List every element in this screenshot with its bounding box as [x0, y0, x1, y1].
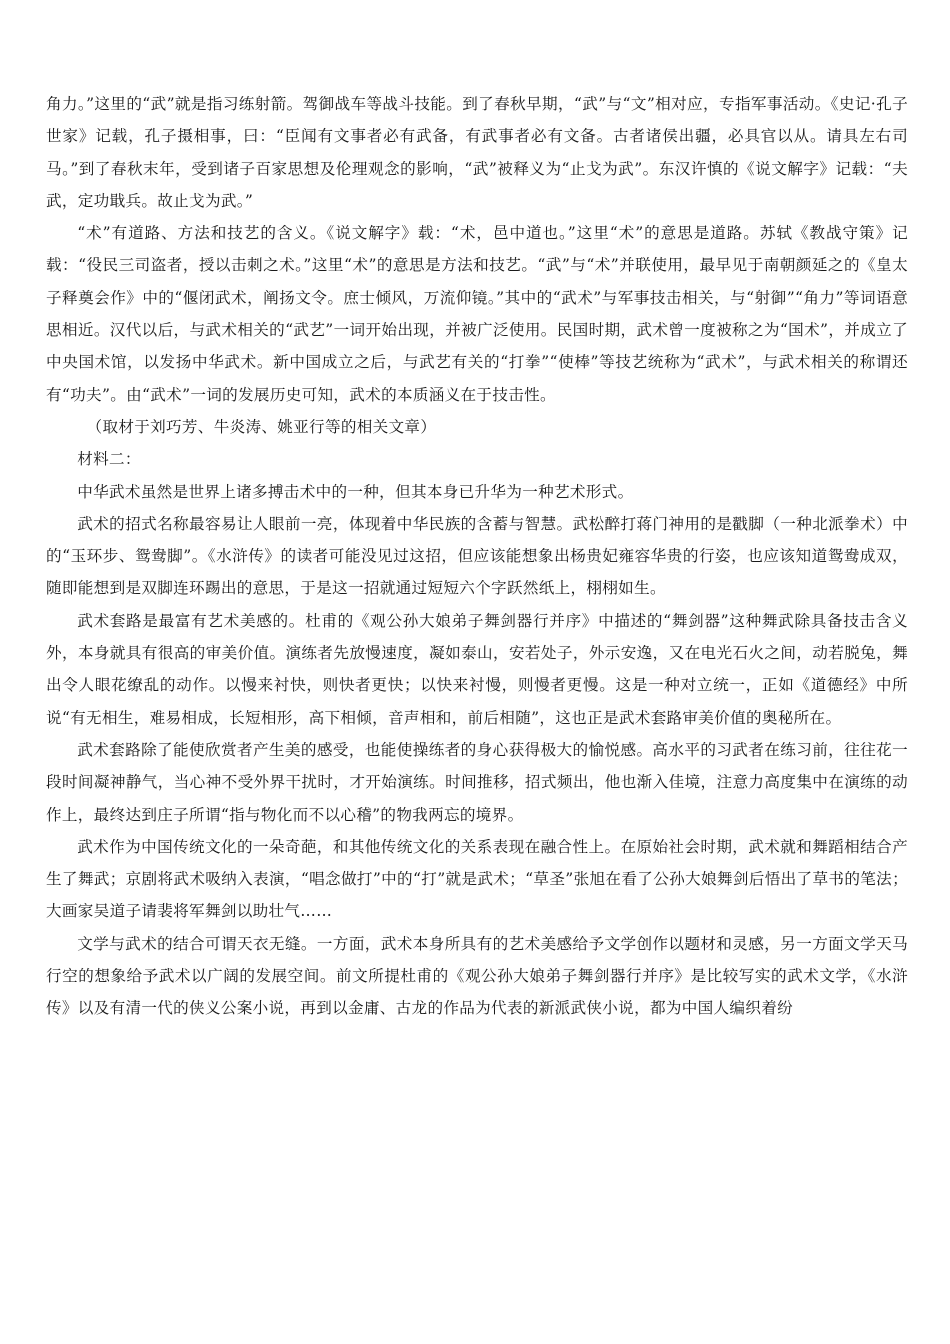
material-two-heading: 材料二：: [77, 450, 141, 469]
paragraph-routine-beauty: 武术套路是最富有艺术美感的。杜甫的《观公孙大娘弟子舞剑器行并序》中描述的“舞剑器”这种舞武除具备技击含义外，本身就具有很高的审美价值。演练者先放慢速度，凝如泰山，安若处子，外示安逸，又在电光石火之间，动若脱兔，舞出令人眼花缭乱的动作。以慢来衬快，则快者更快；以快来衬慢，则慢者更慢。这是一种对立统一，正如《道德经》中所说“有无相生，难易相成，长短相形，高下相倾，音声相和，前后相随”，这也正是武术套路审美价值的奥秘所在。: [46, 611, 908, 727]
paragraph-culture-fusion: 武术作为中国传统文化的一朵奇葩，和其他传统文化的关系表现在融合性上。在原始社会时期，武术就和舞蹈相结合产生了舞武；京剧将武术吸纳入表演，“唱念做打”中的“打”就是武术；“草圣”张旭在看了公孙大娘舞剑后悟出了草书的笔法；大画家吴道子请裴将军舞剑以助壮气……: [46, 837, 908, 921]
document-page: [46, 88, 908, 1025]
paragraph-martial-art-form: 中华武术虽然是世界上诸多搏击术中的一种，但其本身已升华为一种艺术形式。: [77, 482, 634, 501]
paragraph-move-names: 武术的招式名称最容易让人眼前一亮，体现着中华民族的含蓄与智慧。武松醉打蒋门神用的是戳脚（一种北派拳术）中的“玉环步、鸳鸯脚”。《水浒传》的读者可能没见过这招，但应该能想象出杨贵妃雍容华贵的行姿，也应该知道鸳鸯成双，随即能想到是双脚连环踢出的意思，于是这一招就通过短短六个字跃然纸上，栩栩如生。: [46, 514, 908, 598]
source-citation: （取材于刘巧芳、牛炎涛、姚亚行等的相关文章）: [86, 417, 437, 436]
paragraph-shu-meaning: “术”有道路、方法和技艺的含义。《说文解字》载：“术，邑中道也。”这里“术”的意思是道路。苏轼《教战守策》记载：“役民三司盗者，授以击刺之术。”这里“术”的意思是方法和技艺。“武”与“术”并联使用，最早见于南朝颜延之的《皇太子释奠会作》中的“偃闭武术，阐扬文令。庶士倾风，万流仰镜。”其中的“武术”与军事技击相关，与“射御”“角力”等词语意思相近。汉代以后，与武术相关的“武艺”一词开始出现，并被广泛使用。民国时期，武术曾一度被称之为“国术”，并成立了中央国术馆，以发扬中华武术。新中国成立之后，与武艺有关的“打拳”“使棒”等技艺统称为“武术”，与武术相关的称谓还有“功夫”。由“武术”一词的发展历史可知，武术的本质涵义在于技击性。: [46, 224, 908, 404]
paragraph-literature-martial: 文学与武术的结合可谓天衣无缝。一方面，武术本身所具有的艺术美感给予文学创作以题材和灵感，另一方面文学天马行空的想象给予武术以广阔的发展空间。前文所提杜甫的《观公孙大娘弟子舞剑器行并序》是比较写实的武术文学，《水浒传》以及有清一代的侠义公案小说，再到以金庸、古龙的作品为代表的新派武侠小说，都为中国人编织着纷: [46, 934, 908, 1018]
paragraph-wu-meaning-continued: 角力。”这里的“武”就是指习练射箭。驾御战车等战斗技能。到了春秋早期，“武”与“文”相对应，专指军事活动。《史记·孔子世家》记载，孔子摄相事，曰：“臣闻有文事者必有武备，有武事者必有文备。古者诸侯出疆，必具官以从。请具左右司马。”到了春秋末年，受到诸子百家思想及伦理观念的影响，“武”被释义为“止戈为武”。东汉许慎的《说文解字》记载：“夫武，定功戢兵。故止戈为武。”: [46, 95, 908, 210]
paragraph-practitioner-joy: 武术套路除了能使欣赏者产生美的感受，也能使操练者的身心获得极大的愉悦感。高水平的习武者在练习前，往往花一段时间凝神静气，当心神不受外界干扰时，才开始演练。时间推移，招式频出，他也渐入佳境，注意力高度集中在演练的动作上，最终达到庄子所谓“指与物化而不以心稽”的物我两忘的境界。: [46, 740, 908, 824]
